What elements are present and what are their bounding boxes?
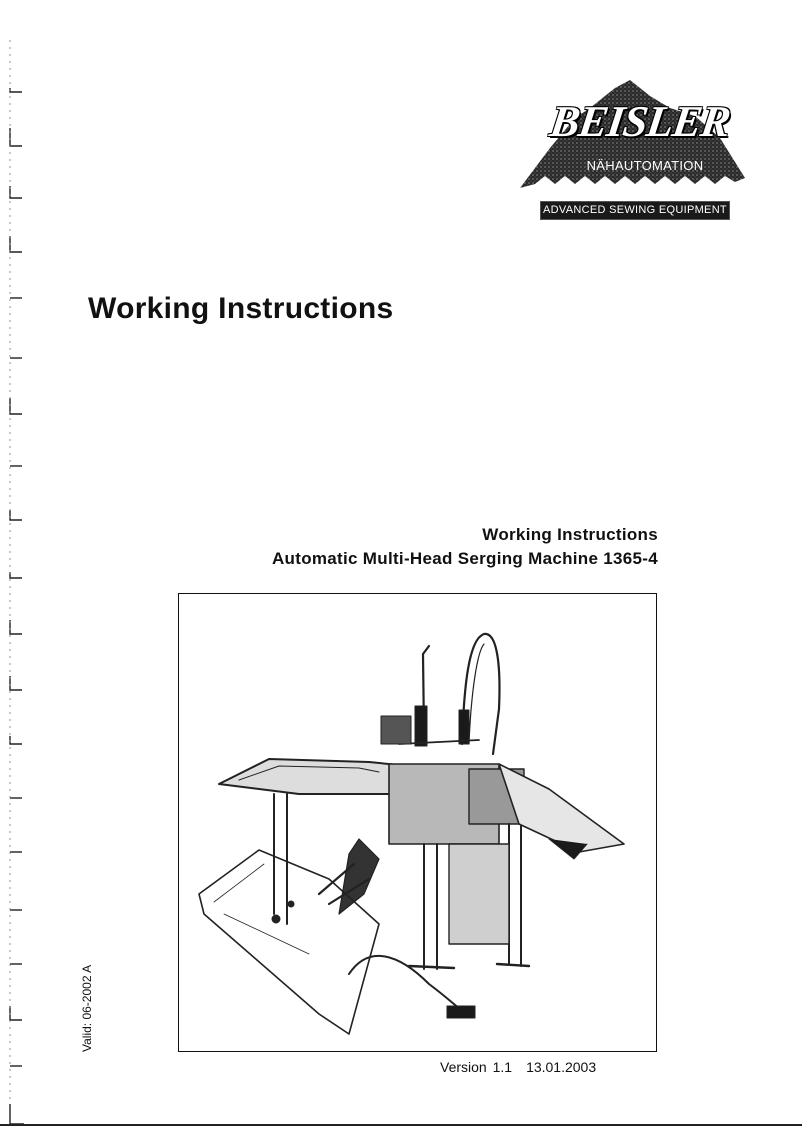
serging-machine-illustration xyxy=(179,594,655,1050)
version-number: Version 1.1 xyxy=(440,1059,513,1075)
subtitle-line-2: Automatic Multi-Head Serging Machine 1365-4 xyxy=(271,549,658,568)
document-subtitle xyxy=(272,523,658,571)
logo-wordmark: BEISLER xyxy=(547,97,733,146)
binding-marks-graphic xyxy=(0,0,40,1128)
document-title: Working Instructions xyxy=(88,292,394,325)
binding-margin xyxy=(0,0,40,1128)
version-line xyxy=(440,1059,596,1075)
logo-subline: NÄHAUTOMATION xyxy=(586,158,704,173)
validity-note: Valid: 06-2002 A xyxy=(80,964,94,1052)
version-date: 13.01.2003 xyxy=(526,1059,597,1075)
company-logo xyxy=(520,78,745,228)
logo-tagline: ADVANCED SEWING EQUIPMENT xyxy=(540,201,730,220)
page-bottom-edge xyxy=(0,1124,802,1126)
subtitle-line-1: Working Instructions xyxy=(482,525,658,544)
machine-photo xyxy=(178,593,657,1052)
